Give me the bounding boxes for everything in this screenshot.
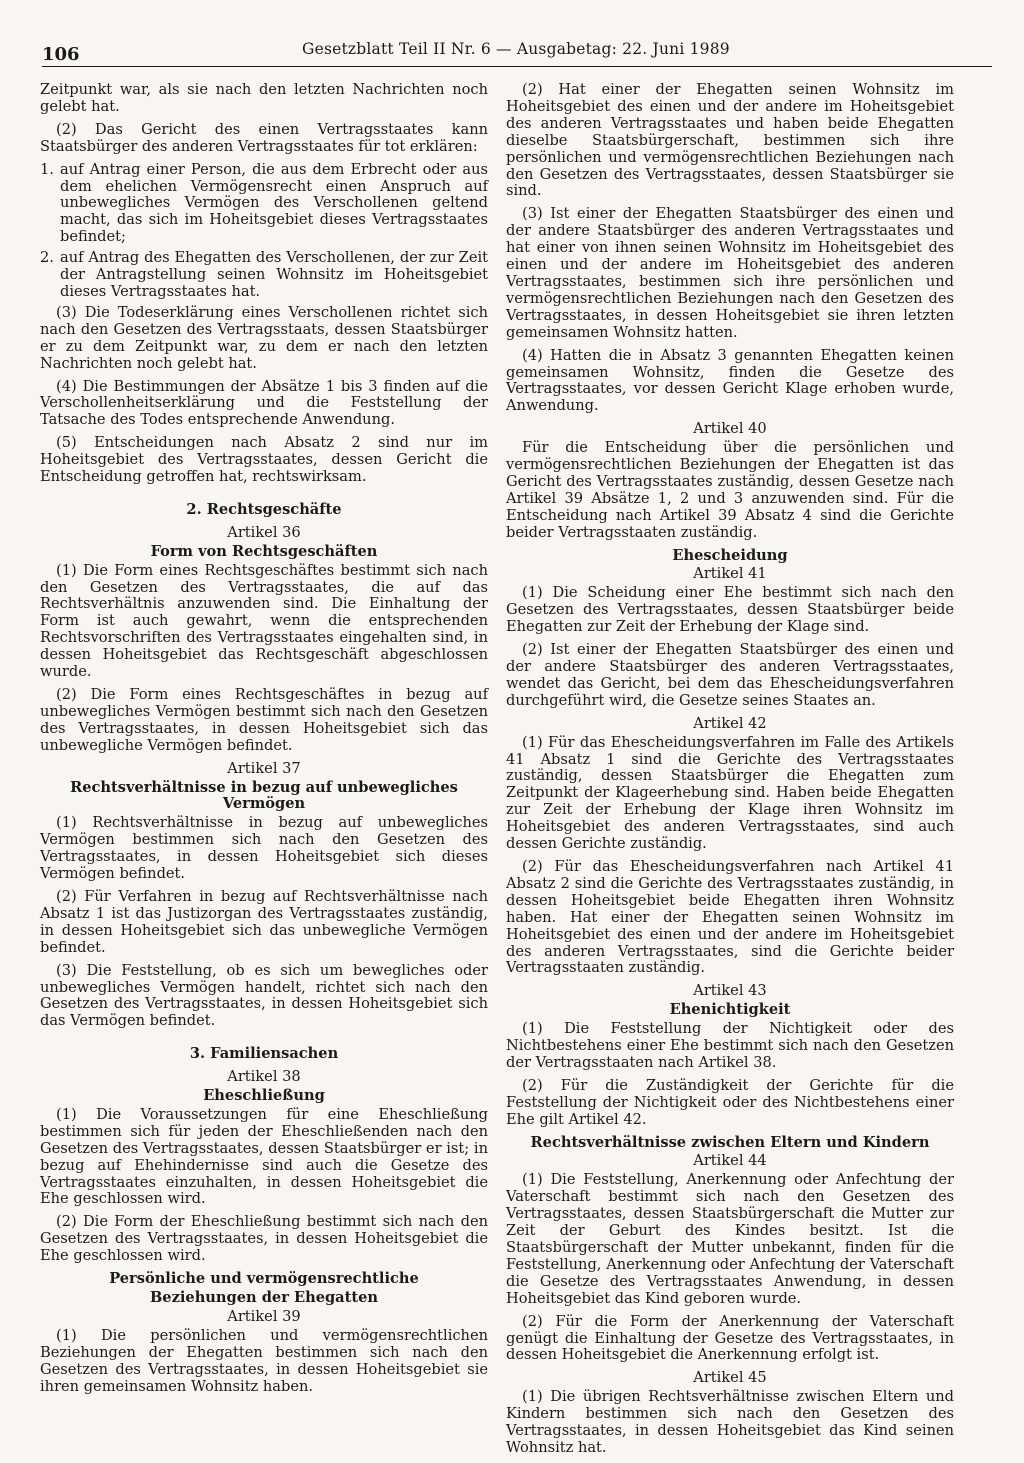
paragraph: (4) Hatten die in Absatz 3 genannten Ehegatten keinen gemeinsamen Wohnsitz, finden die Gesetze des Vertragsstaates, vor dessen Gericht Klage erhoben wurde, Anwendung. [506,346,954,415]
left-column [40,82,488,1401]
list-text: auf Antrag einer Person, die aus dem Erbrecht oder aus dem ehelichen Vermögensrecht einen Anspruch auf unbewegliches Vermögen des Verschollenen geltend macht, das sich im Hoheitsgebiet dieses Vertragsstaates befindet; [60,160,488,246]
article-label: Artikel 43 [693,982,767,1000]
article-label: Artikel 41 [693,565,767,583]
paragraph: (3) Die Feststellung, ob es sich um bewegliches oder unbewegliches Vermögen handelt, richtet sich nach den Gesetzen des Vertragsstaates, in dessen Hoheitsgebiet sich das Vermögen befindet. [40,961,488,1030]
list-number: 1. [40,160,54,178]
right-column [506,82,954,1463]
paragraph: (1) Die Form eines Rechtsgeschäftes bestimmt sich nach den Gesetzen des Vertragsstaates, die auf das Rechtsverhältnis anzuwenden sind. Die Einhaltung der Form ist auch gewahrt, wenn die entsprechenden Rechtsvorschriften des Vertragsstaates eingehalten sind, in dessen Hoheitsgebiet das Rechtsgeschäft abgeschlossen wurde. [40,561,488,681]
paragraph: (1) Die Feststellung der Nichtigkeit oder des Nichtbestehens einer Ehe bestimmt sich nach den Gesetzen der Vertragsstaaten nach Artikel 38. [506,1020,954,1071]
article-heading: Persönliche und vermögensrechtliche [109,1270,419,1288]
paragraph: (2) Hat einer der Ehegatten seinen Wohnsitz im Hoheitsgebiet des einen und der andere im Hoheitsgebiet des anderen Vertragsstaates und haben beide Ehegatten dieselbe Staatsbürgerschaft, bestimmen sich ihre persönlichen und vermögensrechtlichen Beziehungen nach den Gesetzen des Vertragsstaates, dessen Staatsbürger sie sind. [506,81,954,200]
article-title: Form von Rechtsgeschäften [150,542,378,560]
article-label: Artikel 40 [693,420,767,438]
page-header [42,38,992,67]
article-title: Rechtsverhältnisse in bezug auf unbewegliches Vermögen [70,778,458,813]
article-label: Artikel 42 [693,714,767,732]
paragraph: Zeitpunkt war, als sie nach den letzten Nachrichten noch gelebt hat. [40,81,488,115]
list-text: auf Antrag des Ehegatten des Verschollenen, der zur Zeit der Antragstellung seinen Wohnsitz im Hoheitsgebiet dieses Vertragsstaates hat. [60,249,488,300]
section-heading: 3. Familiensachen [189,1045,339,1063]
paragraph: (5) Entscheidungen nach Absatz 2 sind nur im Hoheitsgebiet des Vertragsstaates, dessen Gericht die Entscheidung getroffen hat, rechtswirksam. [40,434,488,486]
article-label: Artikel 36 [227,523,301,541]
list-item [40,250,488,301]
article-heading: Beziehungen der Ehegatten [149,1289,379,1306]
article-heading: Ehescheidung [672,546,788,564]
list-number: 2. [40,249,54,267]
paragraph: (1) Die Feststellung, Anerkennung oder Anfechtung der Vaterschaft bestimmt sich nach den Gesetzen des Vertragsstaates, dessen Staatsbürgerschaft die Mutter zur Zeit der Geburt des Kindes besitzt. Ist die Staatsbürgerschaft der Mutter unbekannt, finden für die Feststellung, Anerkennung oder Anfechtung der Vaterschaft die Gesetze des Vertragsstaates Anwendung, in dessen Hoheitsgebiet das Kind geboren wurde. [506,1171,954,1307]
section-heading: 2. Rechtsgeschäfte [186,500,342,518]
article-title: Ehenichtigkeit [669,1001,791,1019]
paragraph: (2) Das Gericht des einen Vertragsstaates kann Staatsbürger des anderen Vertragsstaates für tot erklären: [40,120,488,155]
paragraph: (1) Für das Ehescheidungsverfahren im Falle des Artikels 41 Absatz 1 sind die Gerichte des Vertragsstaates zuständig, dessen Staatsbürger die Ehegatten zum Zeitpunkt der Klageerhebung sind. Haben beide Ehegatten zur Zeit der Erhebung der Klage ihren Wohnsitz im Hoheitsgebiet des anderen Vertragsstaates, sind auch dessen Gerichte zuständig. [506,733,954,853]
article-label: Artikel 37 [227,759,301,777]
article-title: Eheschließung [203,1087,325,1105]
paragraph: (4) Die Bestimmungen der Absätze 1 bis 3 finden auf die Verschollenheitserklärung und die Feststellung der Tatsache des Todes entsprechende Anwendung. [40,377,488,429]
article-label: Artikel 38 [227,1068,301,1086]
paragraph: (1) Die übrigen Rechtsverhältnisse zwischen Eltern und Kindern bestimmen sich nach den Gesetzen des Vertragsstaates, in dessen Hoheitsgebiet das Kind seinen Wohnsitz hat. [506,1388,954,1456]
paragraph: (2) Ist einer der Ehegatten Staatsbürger des einen und der andere Staatsbürger des anderen Vertragsstaates, wendet das Gericht, bei dem das Ehescheidungsverfahren durchgeführt wird, die Gesetze seines Staates an. [506,641,954,709]
paragraph: (2) Für die Zuständigkeit der Gerichte für die Feststellung der Nichtigkeit oder des Nichtbestehens einer Ehe gilt Artikel 42. [506,1076,954,1128]
list-item [40,162,488,247]
paragraph: (1) Die persönlichen und vermögensrechtlichen Beziehungen der Ehegatten bestimmen sich nach den Gesetzen des Vertragsstaates, in dessen Hoheitsgebiet sie ihren gemeinsamen Wohnsitz haben. [40,1326,488,1395]
paragraph: (2) Für das Ehescheidungsverfahren nach Artikel 41 Absatz 2 sind die Gerichte des Vertragsstaates zuständig, in dessen Hoheitsgebiet beide Ehegatten ihren Wohnsitz haben. Hat einer der Ehegatten seinen Wohnsitz im Hoheitsgebiet des einen und der andere im Hoheitsgebiet des anderen Vertragsstaates, sind die Gerichte beider Vertragsstaaten zuständig. [506,857,954,977]
article-heading: Rechtsverhältnisse zwischen Eltern und Kindern [530,1133,930,1151]
paragraph: (1) Die Scheidung einer Ehe bestimmt sich nach den Gesetzen des Vertragsstaates, dessen Staatsbürger beide Ehegatten zur Zeit der Erhebung der Klage sind. [506,584,954,636]
article-label: Artikel 44 [693,1152,767,1170]
paragraph: (1) Rechtsverhältnisse in bezug auf unbewegliches Vermögen bestimmen sich nach den Gesetzen des Vertragsstaates, in dessen Hoheitsgebiet sich dieses Vermögen befindet. [40,814,488,883]
paragraph: (3) Die Todeserklärung eines Verschollenen richtet sich nach den Gesetzen des Vertragsstaats, dessen Staatsbürger er zu dem Zeitpunkt war, zu dem er nach den letzten Nachrichten noch gelebt hat. [40,303,488,372]
paragraph: (2) Die Form der Eheschließung bestimmt sich nach den Gesetzen des Vertragsstaates, in dessen Hoheitsgebiet die Ehe geschlossen wird. [40,1213,488,1265]
paragraph: Für die Entscheidung über die persönlichen und vermögensrechtlichen Beziehungen der Ehegatten ist das Gericht des Vertragsstaates zuständig, dessen Gesetze nach Artikel 39 Absätze 1, 2 und 3 anzuwenden sind. Für die Entscheidung nach Artikel 39 Absatz 4 sind die Gerichte beider Vertragsstaaten zuständig. [506,439,954,541]
page-number: 106 [42,44,80,65]
article-label: Artikel 45 [693,1369,767,1387]
article-label: Artikel 39 [227,1307,301,1325]
gazette-title: Gesetzblatt Teil II Nr. 6 — Ausgabetag: 22. Juni 1989 [302,40,730,58]
paragraph: (2) Die Form eines Rechtsgeschäftes in bezug auf unbewegliches Vermögen bestimmt sich nach den Gesetzen des Vertragsstaates, in dessen Hoheitsgebiet sich das unbewegliche Vermögen befindet. [40,686,488,754]
paragraph: (1) Die Voraussetzungen für eine Eheschließung bestimmen sich für jeden der Eheschließenden nach den Gesetzen des Vertragsstaates, dessen Staatsbürger er ist; in bezug auf Ehehindernisse sind auch die Gesetze des Vertragsstaates einzuhalten, in dessen Hoheitsgebiet die Ehe geschlossen wird. [40,1105,488,1208]
paragraph: (2) Für Verfahren in bezug auf Rechtsverhältnisse nach Absatz 1 ist das Justizorgan des Vertragsstaates zuständig, in dessen Hoheitsgebiet sich das unbewegliche Vermögen befindet. [40,887,488,956]
paragraph: (3) Ist einer der Ehegatten Staatsbürger des einen und der andere Staatsbürger des anderen Vertragsstaates und hat einer von ihnen seinen Wohnsitz im Hoheitsgebiet des einen und der andere im Hoheitsgebiet des anderen Vertragsstaates, bestimmen sich ihre persönlichen und vermögensrechtlichen Beziehungen nach den Gesetzen des Vertragsstaates, in dessen Hoheitsgebiet sie ihren letzten gemeinsamen Wohnsitz hatten. [506,205,954,341]
paragraph: (2) Für die Form der Anerkennung der Vaterschaft genügt die Einhaltung der Gesetze des Vertragsstaates, in dessen Hoheitsgebiet die Anerkennung erfolgt ist. [506,1312,954,1364]
